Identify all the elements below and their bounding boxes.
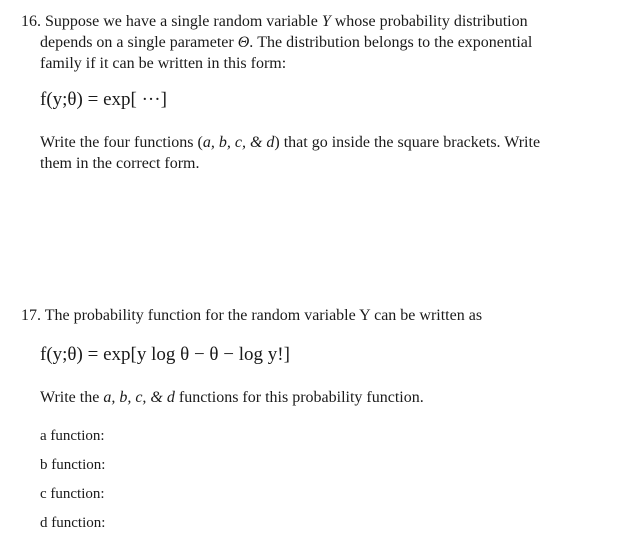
q16-line2-prefix: depends on a single parameter — [40, 34, 238, 51]
question-17-instruction — [40, 387, 424, 408]
q16-line2-suffix: . The distribution belongs to the exponential — [249, 34, 533, 51]
question-16-instruction-line-1 — [40, 132, 540, 153]
q17-inst-vars: a, b, c, & d — [103, 389, 175, 406]
q16-line1-prefix: 16. Suppose we have a single random variable — [21, 13, 322, 30]
question-16-line-1 — [21, 11, 528, 32]
question-16-line-2 — [40, 32, 532, 53]
q16-parameter-theta: Θ — [237, 34, 250, 51]
question-16-line-3: family if it can be written in this form: — [40, 55, 287, 72]
q17-inst-suffix: functions for this probability function. — [174, 389, 424, 406]
a-function-label: a function: — [40, 428, 105, 444]
c-function-label: c function: — [40, 486, 105, 502]
q17-inst-prefix: Write the — [40, 389, 104, 406]
q16-line1-suffix: whose probability distribution — [330, 13, 528, 30]
d-function-label: d function: — [40, 515, 106, 531]
question-16-instruction-line-2: them in the correct form. — [40, 155, 200, 172]
question-16-equation: f(y;θ) = exp[ ···] — [40, 89, 167, 110]
q16-variable-y: Y — [321, 13, 331, 30]
q16-inst-prefix: Write the four functions ( — [40, 134, 203, 151]
question-17-line-1: 17. The probability function for the random variable Y can be written as — [21, 307, 483, 324]
q16-inst-vars: a, b, c, & d — [202, 134, 275, 151]
q16-inst-suffix: ) that go inside the square brackets. Write — [274, 134, 541, 151]
b-function-label: b function: — [40, 457, 106, 473]
question-17-equation: f(y;θ) = exp[y log θ − θ − log y!] — [40, 344, 290, 365]
